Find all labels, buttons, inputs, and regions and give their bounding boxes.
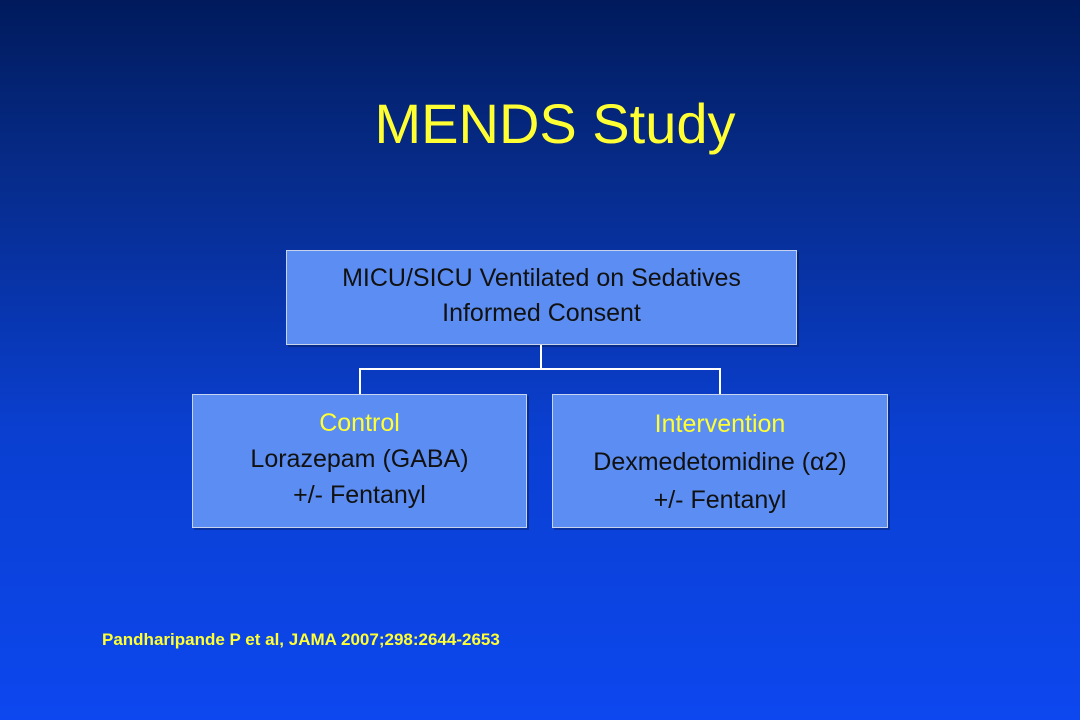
intervention-line-2: +/- Fentanyl <box>653 486 787 514</box>
control-line-1: Lorazepam (GABA) <box>250 445 469 473</box>
control-heading: Control <box>319 409 400 437</box>
slide-title: MENDS Study <box>374 92 736 155</box>
intervention-heading: Intervention <box>654 410 786 438</box>
intervention-box <box>552 394 888 528</box>
citation: Pandharipande P et al, JAMA 2007;298:2644-2653 <box>102 630 500 649</box>
enrollment-line-1: MICU/SICU Ventilated on Sedatives <box>342 264 741 292</box>
enrollment-box <box>286 250 797 345</box>
connector-vertical-left <box>359 368 361 394</box>
control-box <box>192 394 527 528</box>
enrollment-line-2: Informed Consent <box>442 299 641 327</box>
connector-horizontal <box>359 368 721 370</box>
connector-vertical-top <box>540 345 542 369</box>
control-line-2: +/- Fentanyl <box>293 481 426 509</box>
connector-vertical-right <box>719 368 721 394</box>
intervention-line-1: Dexmedetomidine (α2) <box>593 448 847 476</box>
